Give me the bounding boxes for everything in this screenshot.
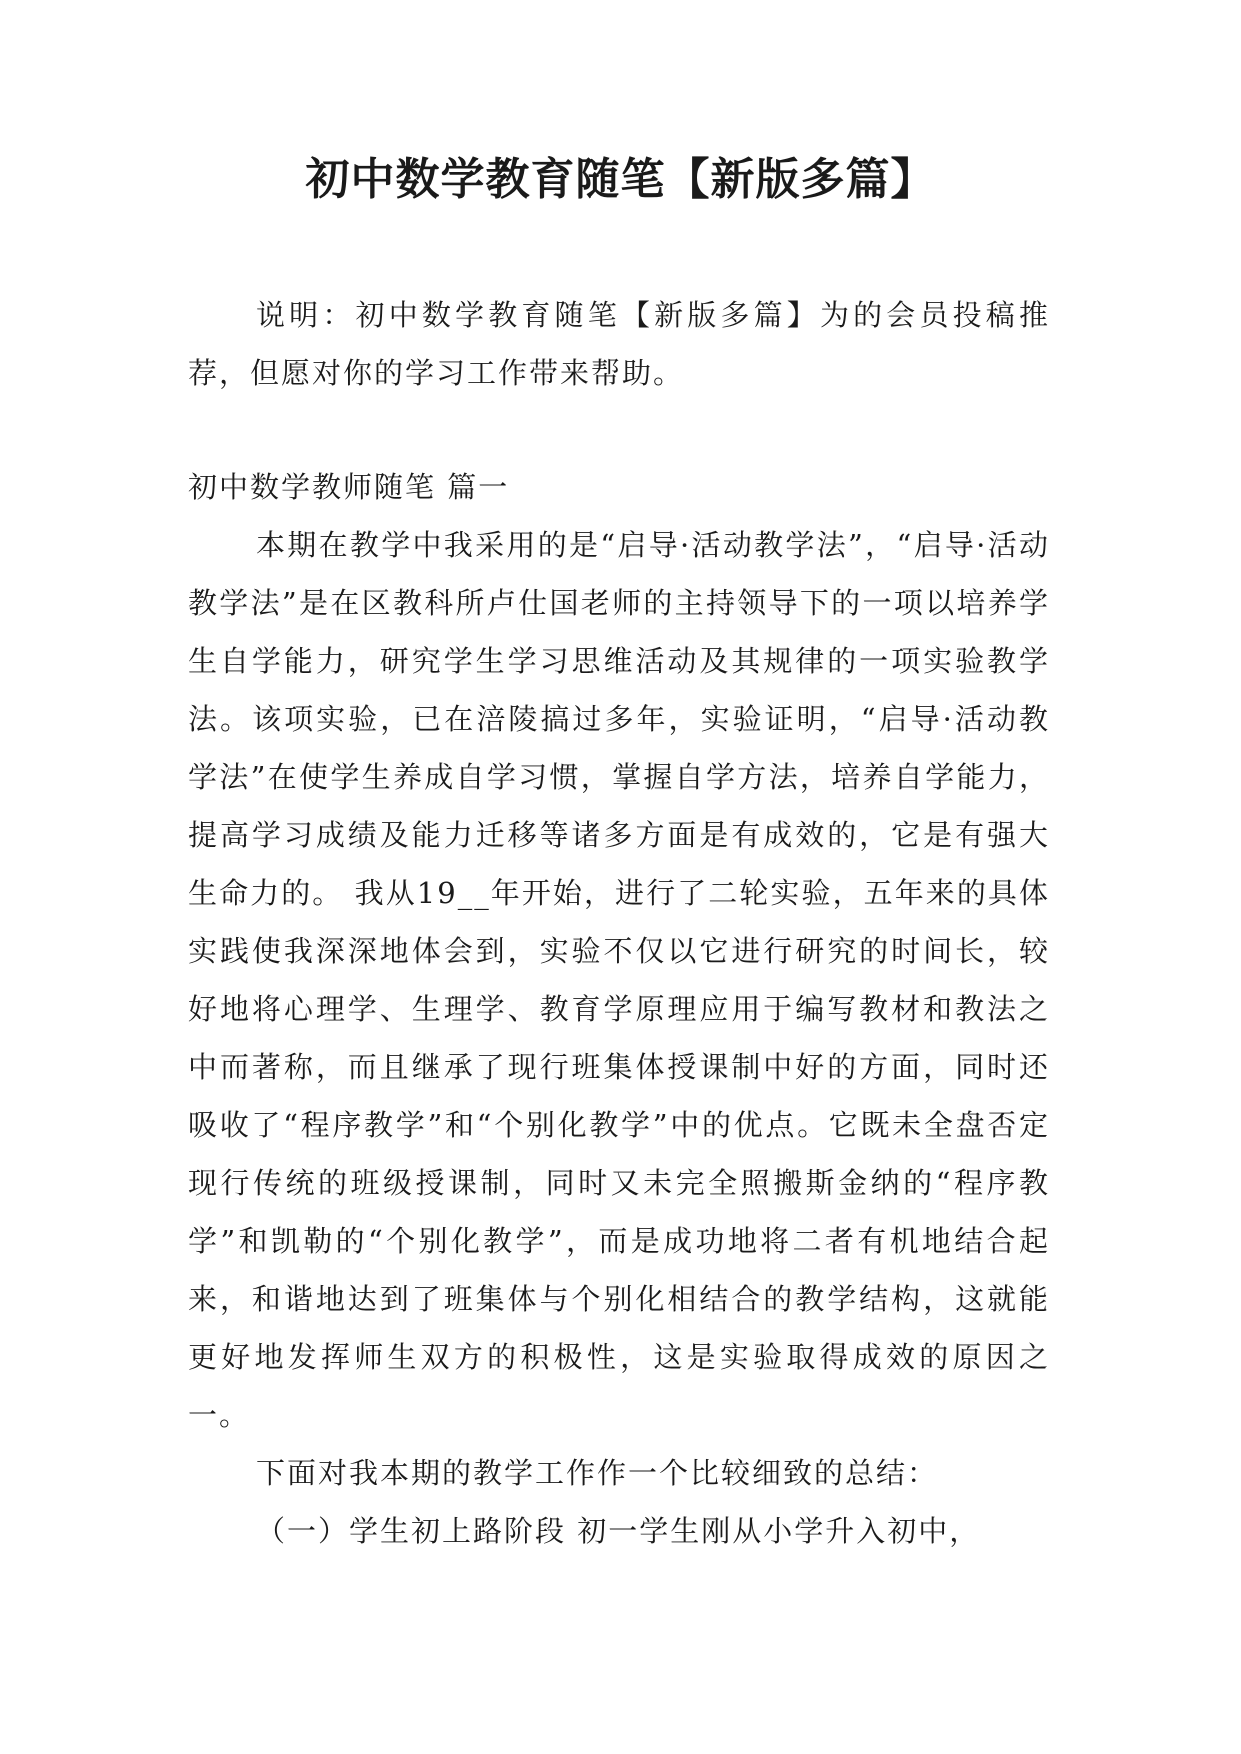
document-title: 初中数学教育随笔【新版多篇】 <box>305 154 936 205</box>
intro-paragraph: 说明：初中数学教育随笔【新版多篇】为的会员投稿推荐，但愿对你的学习工作带来帮助。 <box>188 298 1050 390</box>
body-paragraph: 下面对我本期的教学工作作一个比较细致的总结： <box>256 1456 939 1490</box>
body-paragraph: 本期在教学中我采用的是“启导·活动教学法”，“启导·活动教学法”是在区教科所卢仕国老师的主持领导下的一项以培养学生自学能力，研究学生学习思维活动及其规律的一项实验教学法。该项实验，已在涪陵搞过多年，实验证明，“启导·活动教学法”在使学生养成自学习惯，掌握自学方法，培养自学能力，提高学习成绩及能力迁移等诸多方面是有成效的，它是有强大生命力的。 我从19__年开始，进行了二轮实验，五年来的具体实践使我深深地体会到，实验不仅以它进行研究的时间长，较好地将心理学、生理学、教育学原理应用于编写教材和教法之中而著称，而且继承了现行班集体授课制中好的方面，同时还吸收了“程序教学”和“个别化教学”中的优点。它既未全盘否定现行传统的班级授课制，同时又未完全照搬斯金纳的“程序教学”和凯勒的“个别化教学”，而是成功地将二者有机地结合起来，和谐地达到了班集体与个别化相结合的教学结构，这就能更好地发挥师生双方的积极性，这是实验取得成效的原因之一。 <box>188 528 1050 1432</box>
section-heading: 初中数学教师随笔 篇一 <box>188 470 510 504</box>
body-paragraph: （一）学生初上路阶段 初一学生刚从小学升入初中， <box>256 1514 981 1548</box>
